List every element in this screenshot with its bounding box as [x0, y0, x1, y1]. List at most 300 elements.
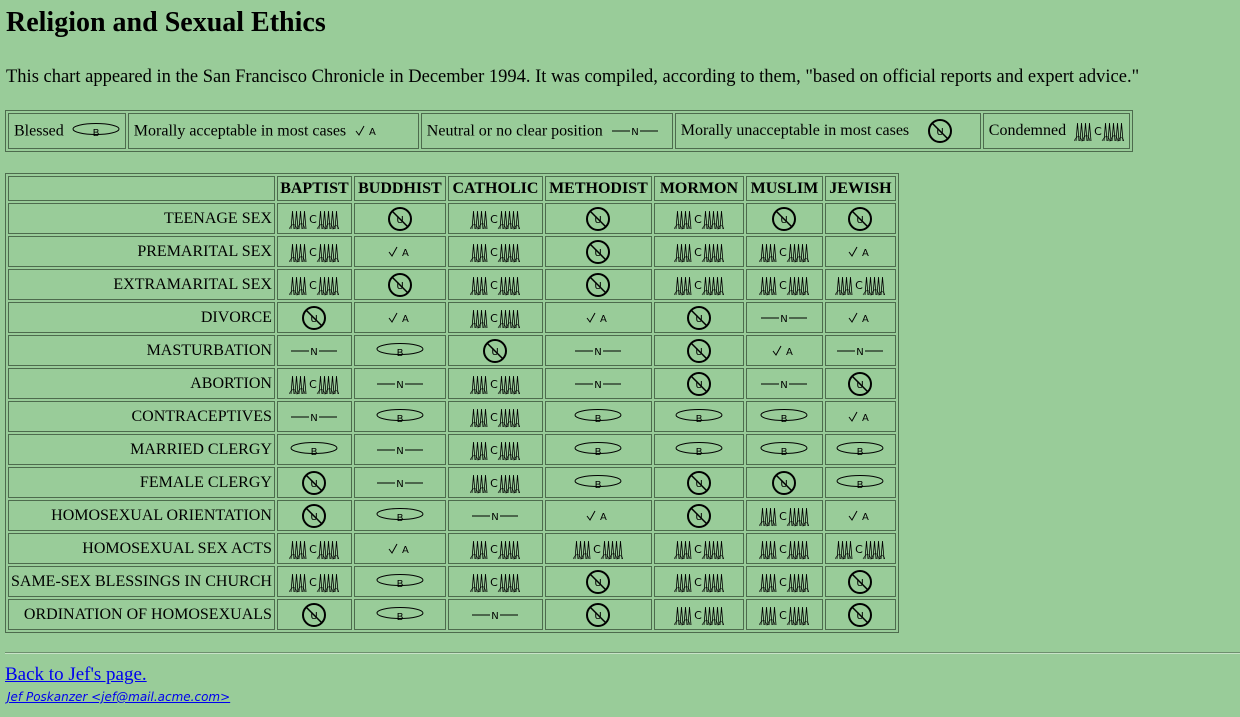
row-label: PREMARITAL SEX [8, 236, 275, 267]
table-cell [825, 401, 896, 432]
table-cell [448, 566, 543, 597]
table-cell [654, 302, 744, 333]
svg-text:C: C [779, 575, 788, 589]
blessed-icon [290, 441, 338, 459]
svg-text:C: C [855, 542, 864, 556]
blessed-icon [376, 408, 424, 426]
legend-item [675, 113, 981, 149]
svg-text:N: N [780, 379, 789, 390]
legend-label: Blessed [14, 122, 64, 140]
table-cell [545, 599, 652, 630]
condemned-icon [759, 241, 809, 263]
svg-text:A: A [862, 412, 870, 424]
unacceptable-icon [301, 503, 327, 529]
unacceptable-icon [847, 569, 873, 595]
intro-text: This chart appeared in the San Francisco Chronicle in December 1994. It was compiled, according to them, "based on official reports and expert advice." [6, 67, 1140, 87]
table-cell [277, 236, 352, 267]
svg-text:N: N [594, 346, 603, 357]
condemned-icon [289, 208, 339, 230]
table-cell [746, 368, 823, 399]
table-cell [354, 500, 446, 531]
table-cell [448, 302, 543, 333]
svg-text:B: B [695, 446, 703, 458]
svg-text:C: C [309, 542, 318, 556]
svg-text:C: C [694, 245, 702, 259]
svg-text:C: C [490, 476, 499, 490]
blessed-icon [760, 441, 808, 459]
svg-text:N: N [856, 346, 865, 357]
unacceptable-icon [585, 602, 611, 628]
column-header: BUDDHIST [354, 176, 446, 201]
svg-text:N: N [491, 610, 500, 621]
blessed-icon [574, 474, 622, 492]
table-cell [654, 203, 744, 234]
blessed-icon [836, 441, 884, 459]
unacceptable-icon [585, 569, 611, 595]
table-cell [448, 401, 543, 432]
condemned-icon [470, 406, 520, 428]
svg-text:C: C [490, 311, 499, 325]
table-row [8, 368, 896, 399]
table-cell [825, 203, 896, 234]
table-cell [654, 269, 744, 300]
svg-text:C: C [694, 542, 702, 556]
neutral-icon [611, 125, 659, 137]
blessed-icon [376, 507, 424, 525]
condemned-icon [470, 208, 520, 230]
condemned-icon [674, 538, 724, 560]
condemned-icon [759, 571, 809, 593]
table-row [8, 401, 896, 432]
column-header: MUSLIM [746, 176, 823, 201]
condemned-icon [573, 538, 623, 560]
svg-text:A: A [786, 346, 794, 358]
header-row [8, 176, 896, 201]
condemned-icon [470, 439, 520, 461]
table-cell [277, 203, 352, 234]
svg-text:C: C [779, 245, 788, 259]
blessed-icon [574, 408, 622, 426]
svg-text:U: U [695, 346, 703, 358]
acceptable-icon [847, 410, 873, 424]
condemned-icon [470, 571, 520, 593]
svg-text:C: C [779, 278, 788, 292]
legend-table [5, 110, 1133, 152]
condemned-icon [835, 538, 885, 560]
svg-text:C: C [694, 212, 702, 226]
table-cell [825, 302, 896, 333]
table-cell [545, 335, 652, 366]
table-row [8, 335, 896, 366]
svg-text:A: A [401, 313, 409, 325]
svg-text:B: B [92, 128, 100, 140]
svg-text:U: U [491, 346, 500, 358]
table-cell [746, 599, 823, 630]
svg-text:U: U [594, 247, 603, 259]
table-cell [654, 368, 744, 399]
page-title: Religion and Sexual Ethics [6, 7, 326, 38]
condemned-icon [289, 571, 339, 593]
table-cell [354, 203, 446, 234]
condemned-icon [674, 274, 724, 296]
table-cell [654, 401, 744, 432]
svg-text:C: C [490, 443, 499, 457]
row-label: ABORTION [8, 368, 275, 399]
table-cell [448, 236, 543, 267]
svg-text:N: N [396, 478, 404, 489]
unacceptable-icon [301, 470, 327, 496]
svg-text:U: U [695, 511, 703, 523]
unacceptable-icon [686, 338, 712, 364]
svg-text:U: U [594, 577, 603, 589]
table-cell [746, 533, 823, 564]
legend-item [421, 113, 673, 149]
table-cell [545, 533, 652, 564]
row-label: SAME-SEX BLESSINGS IN CHURCH [8, 566, 275, 597]
row-label: HOMOSEXUAL SEX ACTS [8, 533, 275, 564]
svg-text:B: B [396, 413, 404, 425]
table-cell [654, 599, 744, 630]
neutral-icon [376, 477, 424, 489]
row-label: TEENAGE SEX [8, 203, 275, 234]
svg-text:C: C [490, 542, 499, 556]
table-cell [654, 434, 744, 465]
table-row [8, 533, 896, 564]
table-cell [354, 467, 446, 498]
acceptable-icon [771, 344, 797, 358]
table-cell [277, 533, 352, 564]
table-cell [746, 335, 823, 366]
row-label: ORDINATION OF HOMOSEXUALS [8, 599, 275, 630]
unacceptable-icon [771, 470, 797, 496]
table-cell [545, 434, 652, 465]
table-cell [277, 368, 352, 399]
condemned-icon [759, 538, 809, 560]
table-cell [354, 599, 446, 630]
acceptable-icon [585, 509, 611, 523]
svg-text:N: N [594, 379, 603, 390]
svg-text:B: B [856, 479, 864, 491]
svg-text:C: C [779, 608, 788, 622]
svg-text:N: N [310, 412, 319, 423]
svg-text:C: C [490, 245, 499, 259]
condemned-icon [1074, 120, 1124, 142]
table-cell [746, 500, 823, 531]
svg-text:B: B [396, 578, 404, 590]
svg-text:C: C [309, 377, 318, 391]
condemned-icon [289, 538, 339, 560]
table-cell [825, 566, 896, 597]
neutral-icon [471, 609, 519, 621]
blessed-icon [675, 408, 723, 426]
legend-item [983, 113, 1130, 149]
column-header: METHODIST [545, 176, 652, 201]
column-header: BAPTIST [277, 176, 352, 201]
table-cell [825, 368, 896, 399]
svg-text:B: B [594, 479, 602, 491]
svg-text:U: U [594, 610, 603, 622]
svg-text:C: C [490, 278, 499, 292]
condemned-icon [759, 604, 809, 626]
svg-text:N: N [310, 346, 319, 357]
neutral-icon [290, 411, 338, 423]
table-cell [654, 500, 744, 531]
neutral-icon [574, 345, 622, 357]
legend-label: Condemned [988, 122, 1067, 139]
svg-text:C: C [309, 278, 318, 292]
table-cell [354, 368, 446, 399]
svg-text:C: C [490, 212, 499, 226]
unacceptable-icon [686, 305, 712, 331]
unacceptable-icon [686, 503, 712, 529]
legend-item [8, 113, 126, 149]
svg-text:A: A [600, 313, 608, 325]
table-cell [746, 203, 823, 234]
svg-text:A: A [862, 313, 870, 325]
blessed-icon [836, 474, 884, 492]
table-cell [825, 236, 896, 267]
blessed-icon [376, 342, 424, 360]
table-cell [746, 269, 823, 300]
svg-text:B: B [396, 512, 404, 524]
table-cell [354, 236, 446, 267]
blessed-icon [760, 408, 808, 426]
table-row [8, 566, 896, 597]
neutral-icon [376, 444, 424, 456]
acceptable-icon [354, 124, 380, 138]
unacceptable-icon [686, 470, 712, 496]
svg-text:U: U [936, 127, 944, 138]
table-cell [277, 434, 352, 465]
table-cell [354, 302, 446, 333]
acceptable-icon [847, 509, 873, 523]
table-cell [448, 599, 543, 630]
neutral-icon [836, 345, 884, 357]
condemned-icon [759, 274, 809, 296]
table-cell [746, 566, 823, 597]
svg-text:U: U [396, 280, 404, 292]
table-cell [545, 236, 652, 267]
back-link[interactable]: Back to Jef's page. [5, 664, 147, 685]
unacceptable-icon [301, 305, 327, 331]
table-row [8, 269, 896, 300]
neutral-icon [471, 510, 519, 522]
svg-text:N: N [491, 511, 500, 522]
svg-text:B: B [594, 446, 602, 458]
svg-text:C: C [593, 542, 602, 556]
table-cell [448, 434, 543, 465]
svg-text:B: B [594, 413, 602, 425]
blessed-icon [376, 573, 424, 591]
table-cell [545, 401, 652, 432]
table-cell [746, 302, 823, 333]
table-cell [277, 401, 352, 432]
svg-text:C: C [855, 278, 864, 292]
condemned-icon [470, 373, 520, 395]
neutral-icon [760, 312, 808, 324]
unacceptable-icon [387, 206, 413, 232]
table-cell [354, 269, 446, 300]
column-header: MORMON [654, 176, 744, 201]
svg-text:C: C [694, 575, 702, 589]
acceptable-icon [387, 245, 413, 259]
svg-text:U: U [594, 280, 603, 292]
svg-text:C: C [309, 212, 318, 226]
svg-text:U: U [856, 214, 865, 226]
svg-text:U: U [310, 478, 319, 490]
svg-text:B: B [695, 413, 703, 425]
neutral-icon [760, 378, 808, 390]
table-cell [545, 500, 652, 531]
row-label: EXTRAMARITAL SEX [8, 269, 275, 300]
table-cell [277, 599, 352, 630]
table-cell [825, 269, 896, 300]
table-cell [448, 335, 543, 366]
table-cell [448, 368, 543, 399]
table-row [8, 236, 896, 267]
condemned-icon [470, 241, 520, 263]
svg-text:C: C [490, 377, 499, 391]
unacceptable-icon [847, 371, 873, 397]
table-row [8, 599, 896, 630]
table-cell [277, 467, 352, 498]
svg-text:C: C [490, 575, 499, 589]
table-cell [277, 269, 352, 300]
column-header: JEWISH [825, 176, 896, 201]
table-cell [277, 566, 352, 597]
svg-text:C: C [490, 410, 499, 424]
unacceptable-icon [686, 371, 712, 397]
blessed-icon [72, 122, 120, 140]
svg-text:U: U [695, 478, 703, 490]
row-label: MASTURBATION [8, 335, 275, 366]
svg-text:A: A [369, 127, 376, 139]
author-address-link[interactable]: Jef Poskanzer <jef@mail.acme.com> [7, 690, 231, 704]
unacceptable-icon [927, 118, 953, 144]
condemned-icon [759, 505, 809, 527]
svg-text:U: U [856, 577, 865, 589]
condemned-icon [289, 274, 339, 296]
table-cell [354, 566, 446, 597]
table-cell [825, 599, 896, 630]
divider [5, 652, 1240, 654]
table-cell [746, 434, 823, 465]
svg-text:U: U [310, 610, 319, 622]
svg-text:U: U [780, 214, 789, 226]
table-cell [746, 236, 823, 267]
table-cell [448, 500, 543, 531]
ethics-table [5, 173, 899, 633]
svg-text:A: A [600, 511, 608, 523]
svg-text:A: A [862, 511, 870, 523]
table-cell [825, 434, 896, 465]
table-cell [448, 533, 543, 564]
condemned-icon [470, 307, 520, 329]
table-cell [746, 401, 823, 432]
svg-text:U: U [856, 379, 865, 391]
blessed-icon [574, 441, 622, 459]
row-label: FEMALE CLERGY [8, 467, 275, 498]
condemned-icon [470, 274, 520, 296]
table-cell [654, 467, 744, 498]
svg-text:U: U [695, 379, 703, 391]
acceptable-icon [847, 245, 873, 259]
table-cell [825, 467, 896, 498]
unacceptable-icon [847, 206, 873, 232]
acceptable-icon [387, 542, 413, 556]
blessed-icon [675, 441, 723, 459]
svg-text:C: C [309, 575, 318, 589]
acceptable-icon [847, 311, 873, 325]
table-cell [545, 203, 652, 234]
svg-text:C: C [694, 608, 702, 622]
legend-row [8, 113, 1130, 149]
column-header: CATHOLIC [448, 176, 543, 201]
table-cell [654, 335, 744, 366]
table-cell [545, 269, 652, 300]
svg-text:C: C [309, 245, 318, 259]
table-cell [448, 467, 543, 498]
condemned-icon [835, 274, 885, 296]
svg-text:U: U [594, 214, 603, 226]
unacceptable-icon [482, 338, 508, 364]
svg-text:U: U [856, 610, 865, 622]
neutral-icon [574, 378, 622, 390]
table-cell [277, 335, 352, 366]
legend-label: Morally unacceptable in most cases [680, 122, 910, 139]
legend-label: Morally acceptable in most cases [133, 122, 347, 140]
svg-text:N: N [396, 379, 404, 390]
condemned-icon [470, 538, 520, 560]
corner-cell [8, 176, 275, 201]
table-cell [825, 335, 896, 366]
table-cell [545, 566, 652, 597]
svg-text:B: B [310, 446, 318, 458]
condemned-icon [674, 241, 724, 263]
table-cell [354, 335, 446, 366]
svg-text:B: B [396, 611, 404, 623]
table-row [8, 467, 896, 498]
svg-text:B: B [780, 413, 788, 425]
svg-text:C: C [779, 509, 788, 523]
table-cell [448, 203, 543, 234]
condemned-icon [289, 241, 339, 263]
legend-item [128, 113, 419, 149]
row-label: HOMOSEXUAL ORIENTATION [8, 500, 275, 531]
svg-text:N: N [780, 313, 789, 324]
svg-text:U: U [396, 214, 404, 226]
table-row [8, 302, 896, 333]
unacceptable-icon [585, 206, 611, 232]
row-label: CONTRACEPTIVES [8, 401, 275, 432]
condemned-icon [674, 208, 724, 230]
condemned-icon [674, 604, 724, 626]
svg-text:U: U [780, 478, 789, 490]
table-cell [825, 500, 896, 531]
svg-text:A: A [401, 247, 409, 259]
neutral-icon [376, 378, 424, 390]
table-cell [746, 467, 823, 498]
table-cell [545, 302, 652, 333]
acceptable-icon [585, 311, 611, 325]
svg-text:C: C [779, 542, 788, 556]
table-cell [354, 434, 446, 465]
table-cell [277, 302, 352, 333]
svg-text:A: A [862, 247, 870, 259]
unacceptable-icon [585, 239, 611, 265]
svg-text:N: N [396, 445, 404, 456]
neutral-icon [290, 345, 338, 357]
